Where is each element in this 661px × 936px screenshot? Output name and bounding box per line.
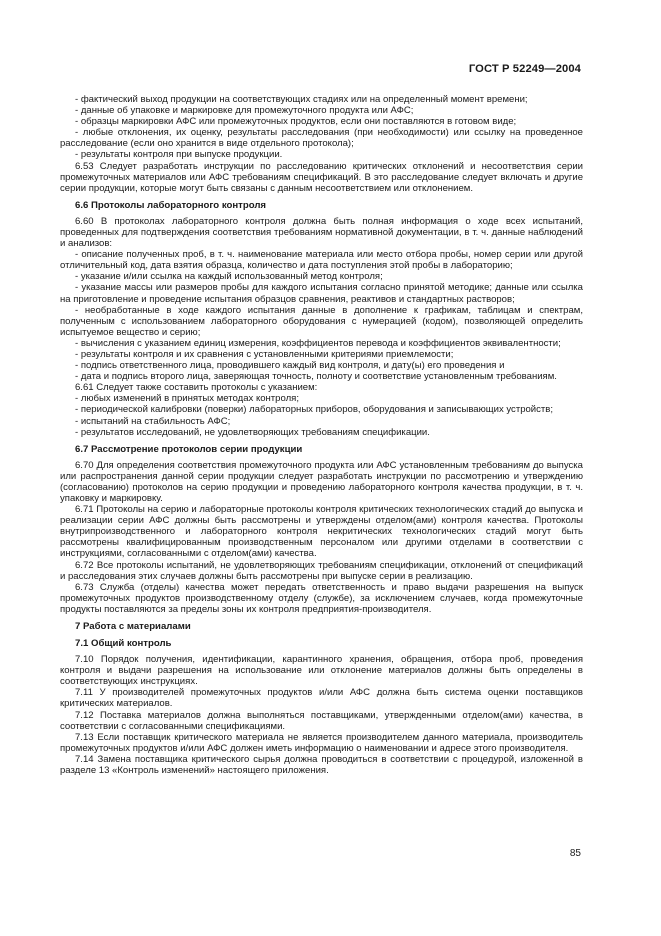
page-number: 85 [569, 848, 581, 859]
paragraph: 6.61 Следует также составить протоколы с указанием: [75, 382, 318, 394]
paragraph: - дата и подпись второго лица, заверяющая точность, полноту и соответствие установленным требованиям. [75, 371, 557, 383]
paragraph: - испытаний на стабильность АФС; [75, 415, 231, 427]
paragraph: 6.53 Следует разработать инструкции по расследованию критических отклонений и несоответствия серии промежуточных материалов или АФС требованиям спецификаций. В это расследование следует включать и другие серии продукции, которые могут быть связаны с данным несоответствием или отклонением. [60, 160, 583, 194]
paragraph: - описание полученных проб, в т. ч. наименование материала или место отбора пробы, номер серии или другой отличительный код, дата взятия образца, количество и дата поступления этой пробы в лабораторию; [60, 249, 583, 272]
document-body [60, 94, 583, 776]
paragraph: - результаты контроля и их сравнения с установленными критериями приемлемости; [75, 348, 454, 360]
paragraph: 6.70 Для определения соответствия промежуточного продукта или АФС установленным требованиям до выпуска или распространения данной серии продукции следует разработать инструкции по рассмотрению и утверждению (согласованию) протоколов на серию продукции и проведению лабораторного контроля качества продукции, в т. ч. упаковку и маркировку. [60, 459, 583, 504]
paragraph: - образцы маркировки АФС или промежуточных продуктов, если они поставляются в готовом виде; [75, 116, 517, 128]
paragraph: - любых изменений в принятых методах контроля; [75, 393, 299, 405]
section-heading: 6.6 Протоколы лабораторного контроля [75, 199, 267, 211]
paragraph: - вычисления с указанием единиц измерения, коэффициентов перевода и коэффициентов эквивалентности; [75, 337, 561, 349]
paragraph: - указание и/или ссылка на каждый использованный метод контроля; [75, 271, 383, 283]
paragraph: 7.11 У производителей промежуточных продуктов и/или АФС должна быть система оценки поставщиков критических материалов. [60, 687, 583, 710]
paragraph: - результаты контроля при выпуске продукции. [75, 149, 283, 161]
paragraph: - результатов исследований, не удовлетворяющих требованиям спецификации. [75, 426, 430, 438]
paragraph: 6.73 Служба (отделы) качества может передать ответственность и право выдачи разрешения на выпуск промежуточных продуктов производственному отделу (службе), за исключением случаев, когда промежуточные продукты поставляются за пределы зоны их контроля предприятия-производителя. [60, 581, 583, 615]
paragraph: 7.13 Если поставщик критического материала не является производителем данного материала, производитель промежуточных продуктов и/или АФС должен иметь информацию о наименовании и адресе этого производителя. [60, 731, 583, 754]
section-heading: 6.7 Рассмотрение протоколов серии продукции [75, 443, 303, 455]
paragraph: 6.71 Протоколы на серию и лабораторные протоколы контроля критических технологических стадий до выпуска и реализации серии АФС должны быть рассмотрены и утверждены отделом(ами) контроля качества. Протоколы внутрипроизводственного и лабораторного контроля некритических технологических стадий могут быть рассмотрены квалифицированным производственным персоналом или другими отделами в соответствии с инструкциями, согласованными с отделом(ами) качества. [60, 504, 583, 560]
section-heading: 7 Работа с материалами [75, 621, 191, 633]
paragraph: 6.60 В протоколах лабораторного контроля должна быть полная информация о ходе всех испытаний, проведенных для подтверждения соответствия требованиям нормативной документации, в т. ч. данные наблюдений и анализов: [60, 215, 583, 250]
paragraph: - периодической калибровки (поверки) лабораторных приборов, оборудования и записывающих устройств; [75, 404, 554, 416]
paragraph: 6.72 Все протоколы испытаний, не удовлетворяющих требованиям спецификации, отклонений от спецификаций и расследования этих случаев должны быть рассмотрены при выпуске серии в реализацию. [60, 559, 583, 582]
paragraph: 7.14 Замена поставщика критического сырья должна проводиться в соответствии с процедурой, изложенной в разделе 13 «Контроль изменений» настоящего приложения. [60, 753, 583, 776]
paragraph: - фактический выход продукции на соответствующих стадиях или на определенный момент времени; [75, 94, 528, 105]
section-heading: 7.1 Общий контроль [75, 638, 172, 650]
document-header: ГОСТ Р 52249—2004 [468, 63, 581, 75]
paragraph: - необработанные в ходе каждого испытания данные в дополнение к графикам, таблицам и спектрам, полученным с использованием лабораторного оборудования с нумерацией (кодом), позволяющей определить испытуемое вещество и серию; [60, 304, 583, 338]
paragraph: - указание массы или размеров пробы для каждого испытания согласно принятой методике; данные или ссылка на приготовление и проведение испытания образцов сравнения, реактивов и стандартных растворов; [60, 282, 583, 305]
paragraph: 7.12 Поставка материалов должна выполняться поставщиками, утвержденными отделом(ами) качества, в соответствии с согласованными спецификациями. [60, 709, 583, 732]
paragraph: - любые отклонения, их оценку, результаты расследования (при необходимости) или ссылку на проведенное расследование (если оно хранится в виде отдельного протокола); [60, 127, 583, 150]
paragraph: 7.10 Порядок получения, идентификации, карантинного хранения, обращения, отбора проб, проведения контроля и выдачи разрешения на использование или отклонение материалов должны быть определены в соответствующих инструкциях. [60, 654, 583, 688]
paragraph: - данные об упаковке и маркировке для промежуточного продукта или АФС; [75, 105, 414, 117]
paragraph: - подпись ответственного лица, проводившего каждый вид контроля, и дату(ы) его проведения и [75, 360, 505, 372]
